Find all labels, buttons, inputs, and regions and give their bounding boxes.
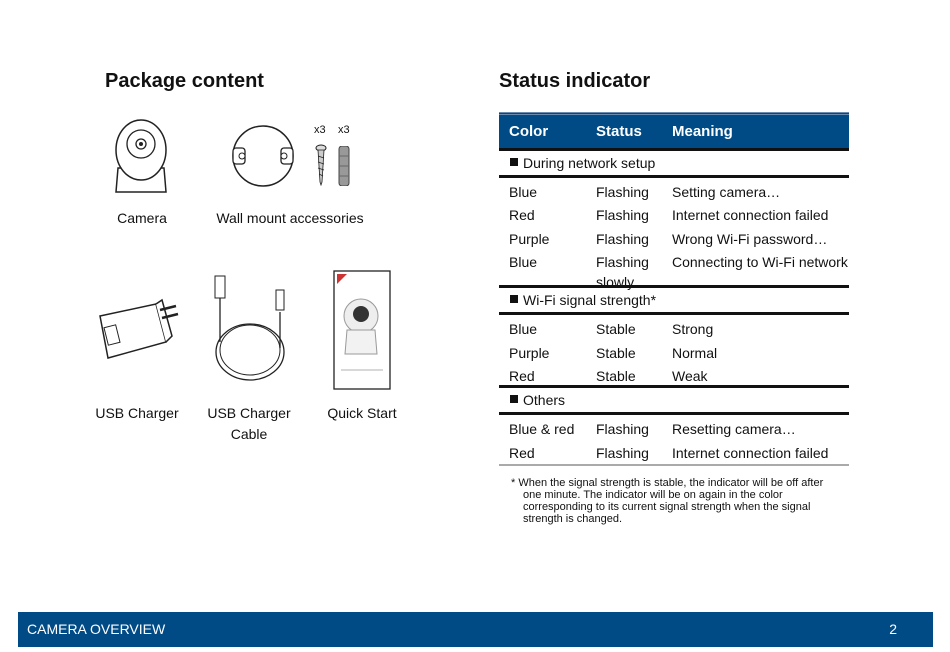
table-cell: Connecting to Wi-Fi network bbox=[672, 254, 848, 271]
quick-start-image bbox=[333, 270, 391, 390]
table-cell: Setting camera… bbox=[672, 184, 781, 200]
usb-charger-image bbox=[96, 296, 180, 362]
table-row bbox=[499, 415, 849, 438]
table-cell: Normal bbox=[672, 344, 718, 361]
header-meaning: Meaning bbox=[672, 123, 733, 140]
table-row bbox=[499, 201, 849, 224]
header-color: Color bbox=[509, 123, 549, 140]
table-cell: Purple bbox=[509, 344, 550, 361]
table-cell: Flashing bbox=[596, 230, 649, 247]
status-indicator-title: Status indicator bbox=[499, 70, 651, 92]
table-cell: Blue & red bbox=[509, 421, 575, 438]
table-cell: Flashing slowly bbox=[596, 254, 649, 291]
table-cell: Flashing bbox=[596, 421, 649, 438]
anchor-icon bbox=[338, 146, 350, 186]
table-cell: Stable bbox=[596, 344, 636, 361]
wall-mount-label: Wall mount accessories bbox=[216, 210, 364, 226]
table-cell: Red bbox=[509, 367, 535, 384]
camera-image bbox=[110, 118, 172, 194]
table-row bbox=[499, 178, 849, 201]
table-cell: Internet connection failed bbox=[672, 207, 829, 224]
screw-qty: x3 bbox=[314, 124, 326, 136]
footer-bar bbox=[18, 612, 933, 647]
package-content-title: Package content bbox=[105, 70, 264, 92]
usb-charger-label: USB Charger bbox=[95, 405, 179, 421]
wall-mount-image bbox=[226, 124, 300, 188]
table-cell: Internet connection failed bbox=[672, 444, 829, 461]
table-cell: Strong bbox=[672, 321, 714, 338]
table-cell: Stable bbox=[596, 367, 636, 384]
section-wifi-strength: Wi-Fi signal strength* bbox=[499, 285, 849, 315]
table-cell: Flashing bbox=[596, 444, 649, 461]
screw-icon bbox=[315, 144, 327, 186]
table-cell: Blue bbox=[509, 184, 538, 200]
table-cell: Blue bbox=[509, 321, 538, 338]
table-row bbox=[499, 315, 849, 338]
table-row bbox=[499, 248, 849, 291]
quick-start-label: Quick Start bbox=[327, 405, 397, 421]
table-bottom-rule bbox=[499, 464, 849, 466]
section-network-setup: During network setup bbox=[499, 148, 849, 178]
table-cell: Weak bbox=[672, 367, 708, 384]
header-status: Status bbox=[596, 123, 642, 140]
footer-section-title: CAMERA OVERVIEW bbox=[27, 621, 166, 637]
table-cell: Flashing bbox=[596, 184, 649, 200]
table-cell: Red bbox=[509, 207, 535, 224]
status-table bbox=[499, 112, 849, 466]
table-row bbox=[499, 362, 849, 385]
table-cell: Resetting camera… bbox=[672, 421, 796, 438]
table-cell: Flashing bbox=[596, 207, 649, 224]
table-header bbox=[499, 112, 849, 148]
section-others: Others bbox=[499, 385, 849, 415]
usb-cable-image bbox=[212, 272, 290, 384]
table-cell: Stable bbox=[596, 321, 636, 338]
table-row bbox=[499, 439, 849, 462]
page-number: 2 bbox=[889, 621, 897, 637]
footnote: * When the signal strength is stable, the indicator will be off after one minute. The indicator will be on again in the color corresponding to its current signal strength when the signal strength is changed. bbox=[511, 477, 824, 525]
anchor-qty: x3 bbox=[338, 124, 350, 136]
table-cell: Wrong Wi-Fi password… bbox=[672, 230, 828, 247]
square-bullet-icon bbox=[510, 158, 518, 166]
usb-cable-label: USB Charger Cable bbox=[207, 405, 291, 442]
square-bullet-icon bbox=[510, 395, 518, 403]
table-cell: Purple bbox=[509, 230, 550, 247]
table-row bbox=[499, 225, 849, 248]
table-cell: Red bbox=[509, 444, 535, 461]
square-bullet-icon bbox=[510, 295, 518, 303]
camera-label: Camera bbox=[117, 210, 167, 226]
table-row bbox=[499, 339, 849, 362]
table-cell: Blue bbox=[509, 254, 538, 271]
